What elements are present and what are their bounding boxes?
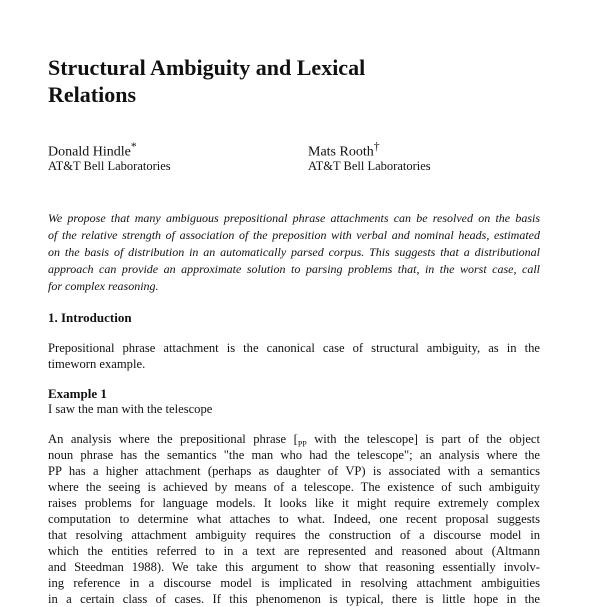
abstract-line: approach can provide an approximate solution to parsing problems that, in the worst case, call (48, 262, 540, 276)
body-line: in a certain class of cases. If this phenomenon is typical, there is little hope in the (48, 592, 540, 606)
body-line: which the entities referred to in a text are represented and reasoned about (Altmann (48, 544, 540, 558)
body-line: raises problems for language models. It looks like it might require extremely complex (48, 496, 540, 510)
title-line: Structural Ambiguity and Lexical (48, 55, 366, 80)
body-line: where the seeing is achieved by means of a telescope. The existence of such ambiguity (48, 480, 540, 494)
author-name (308, 140, 380, 161)
body-line: that resolving attachment ambiguity requires the construction of a discourse model in (48, 528, 540, 542)
example-sentence: I saw the man with the telescope (48, 402, 213, 416)
body-line: computation to determine what attaches to what. Indeed, one recent proposal suggests (48, 512, 540, 526)
body-line: and Steedman 1988). We take this argument to show that reasoning essentially involv- (48, 560, 540, 574)
author-affiliation: AT&T Bell Laboratories (308, 159, 431, 173)
author-name (48, 140, 137, 161)
body-line: noun phrase has the semantics "the man who had the telescope"; an analysis where the (48, 448, 540, 462)
title-line: Relations (48, 82, 136, 107)
footnote-mark: * (130, 140, 137, 153)
section-heading: 1. Introduction (48, 310, 132, 325)
abstract-line: on the basis of distribution in an automatically parsed corpus. This suggests that a distributional (48, 245, 540, 259)
paper-title (48, 54, 365, 108)
subscript: PP (297, 439, 307, 449)
body-line (48, 432, 540, 449)
author-affiliation: AT&T Bell Laboratories (48, 159, 171, 173)
author-name-text: Donald Hindle (48, 144, 131, 160)
body-line: timeworn example. (48, 357, 146, 371)
text-span: with the telescope] is part of the object (306, 432, 540, 446)
footnote-mark: † (373, 140, 380, 153)
body-line: ing reference in a discourse model is implicated in resolving attachment ambiguities (48, 576, 540, 590)
body-line: PP has a higher attachment (perhaps as daughter of VP) is associated with a semantics (48, 464, 540, 478)
abstract-line: for complex reasoning. (48, 279, 159, 293)
body-line: Prepositional phrase attachment is the canonical case of structural ambiguity, as in the (48, 341, 540, 355)
abstract-line: We propose that many ambiguous prepositional phrase attachments can be resolved on the basis (48, 211, 540, 225)
text-span: An analysis where the prepositional phrase [ (48, 432, 298, 446)
abstract-line: of the relative strength of association of the preposition with verbal and nominal heads, estimated (48, 228, 540, 242)
example-label: Example 1 (48, 386, 107, 401)
author-name-text: Mats Rooth (308, 144, 374, 160)
